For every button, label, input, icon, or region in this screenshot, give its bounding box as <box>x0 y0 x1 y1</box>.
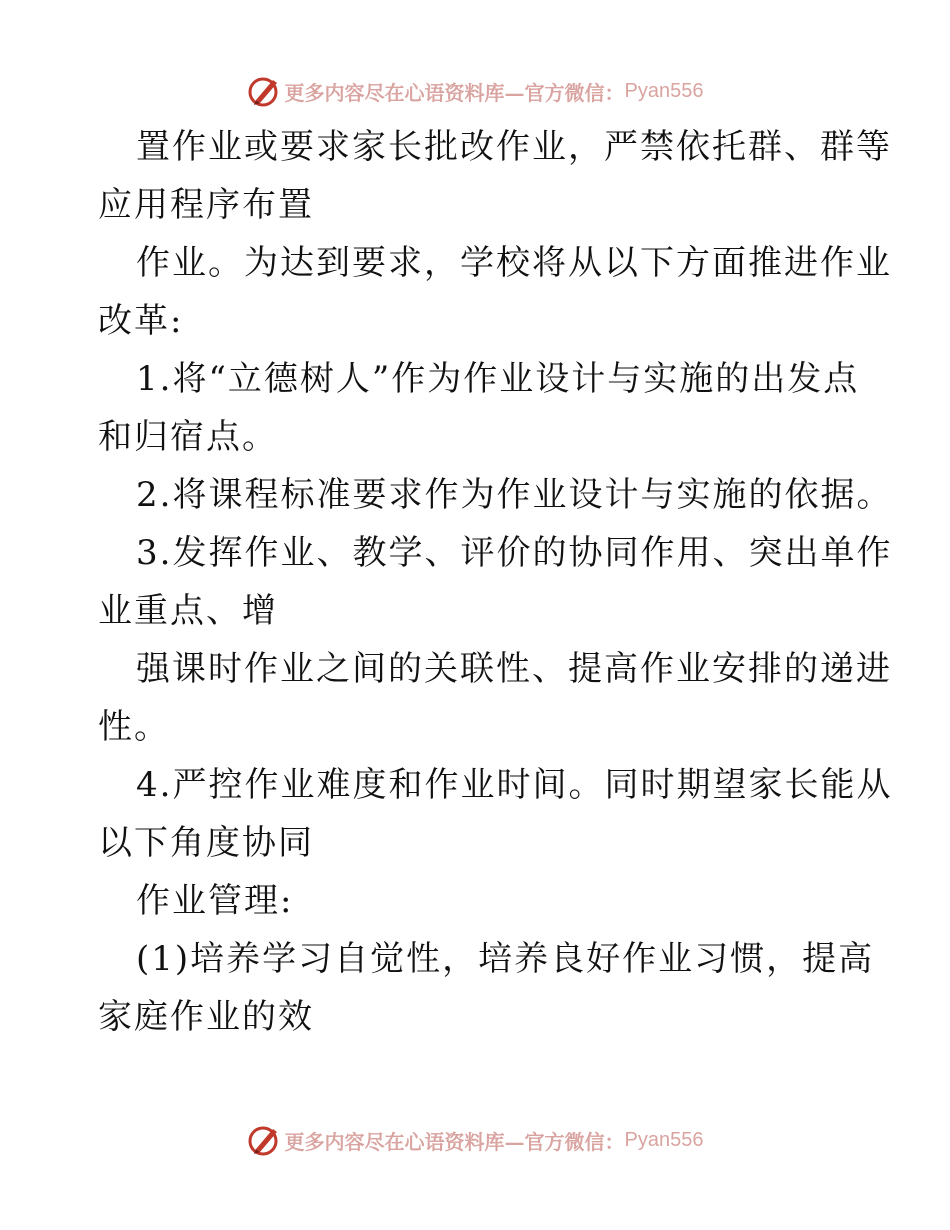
text-line: 1.将“立德树人”作为作业设计与实施的出发点 <box>136 359 860 399</box>
text-line: 和归宿点。 <box>98 417 278 457</box>
header-banner <box>0 71 950 111</box>
text-line: 家庭作业的效 <box>98 997 314 1037</box>
text-line: 业重点、增 <box>98 591 278 631</box>
footer-banner <box>0 1120 950 1160</box>
pen-logo-icon <box>247 74 281 108</box>
text-line: 2.将课程标准要求作为作业设计与实施的依据。 <box>136 475 893 515</box>
header-wechat-id: Pyan556 <box>624 79 704 102</box>
text-line: 置作业或要求家长批改作业，严禁依托群、群等 <box>136 127 892 167</box>
footer-wechat-id: Pyan556 <box>624 1128 704 1151</box>
text-line: 改革: <box>98 301 184 341</box>
document-body <box>98 118 893 1046</box>
footer-banner-text: 更多内容尽在心语资料库—官方微信： <box>284 1129 625 1154</box>
pen-logo-icon <box>247 1123 281 1157</box>
text-line: 强课时作业之间的关联性、提高作业安排的递进 <box>136 649 892 689</box>
text-line: 作业。为达到要求，学校将从以下方面推进作业 <box>136 243 892 283</box>
header-banner-text: 更多内容尽在心语资料库—官方微信： <box>284 80 625 105</box>
text-line: 应用程序布置 <box>98 185 314 225</box>
text-line: 以下角度协同 <box>98 823 314 863</box>
text-line: (1)培养学习自觉性，培养良好作业习惯，提高 <box>136 939 875 979</box>
text-line: 4.严控作业难度和作业时间。同时期望家长能从 <box>136 765 893 805</box>
text-line: 3.发挥作业、教学、评价的协同作用、突出单作 <box>136 533 893 573</box>
text-line: 作业管理: <box>136 881 294 921</box>
text-line: 性。 <box>98 707 170 747</box>
